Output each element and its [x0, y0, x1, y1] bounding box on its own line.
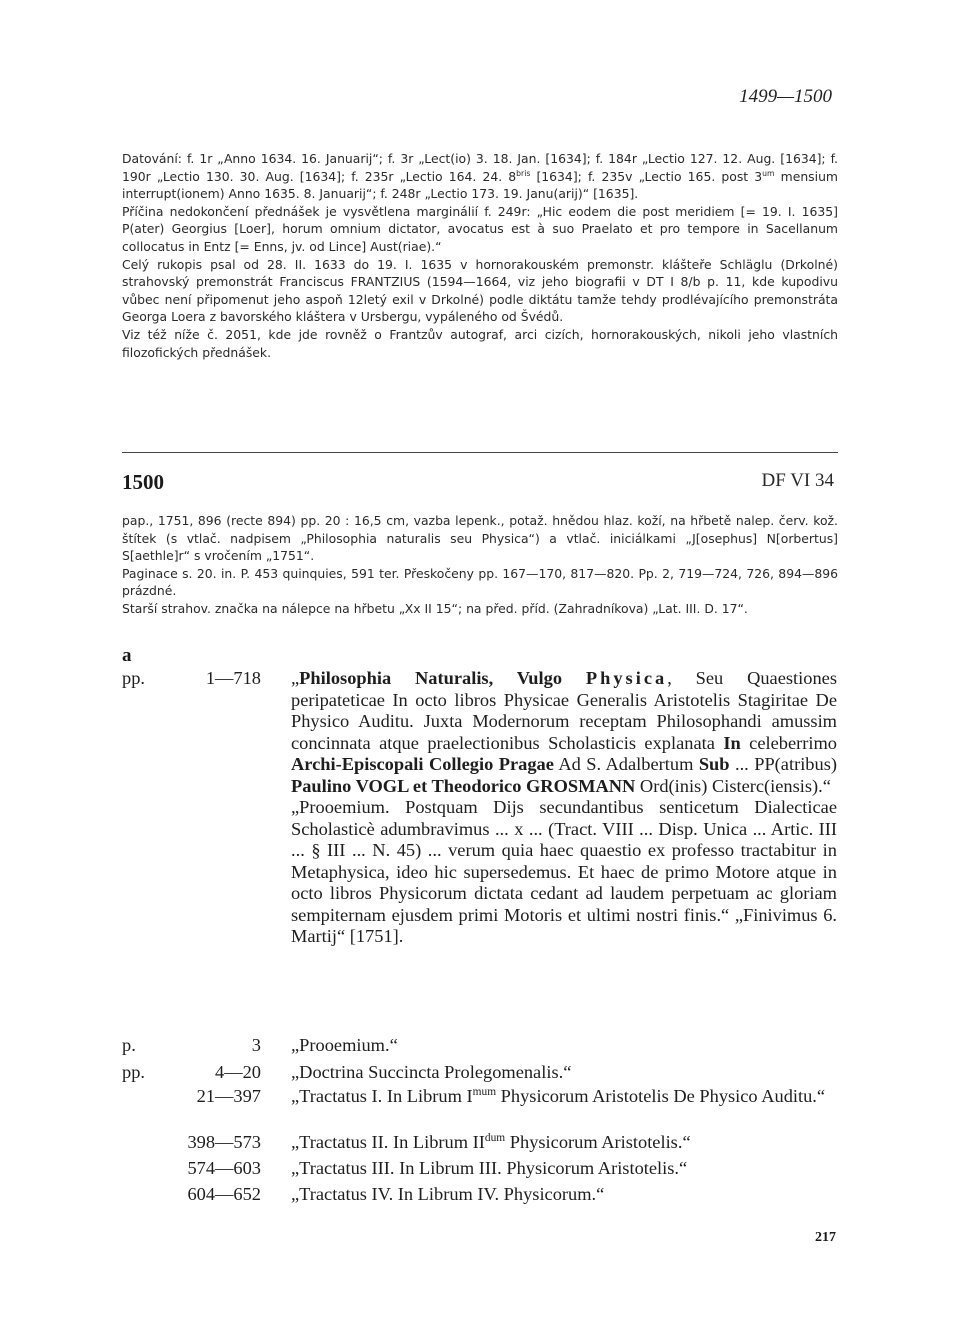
- page-range: 604—652: [187, 1184, 261, 1204]
- page-range: 3: [251, 1035, 261, 1055]
- page-range: 574—603: [187, 1158, 261, 1178]
- page-number: 217: [815, 1230, 836, 1245]
- contents-title: „Prooemium.“: [291, 1035, 398, 1055]
- physical-description: pap., 1751, 896 (recte 894) pp. 20 : 16,5 cm, vazba lepenk., potaž. hnědou hlaz. koží, na hřbetě nalep. červ. kož. štítek (s vtlač. nadpisem „Philosophia naturalis seu Physica“) a vtlač. iniciálkami „J[osephus] N[orbertus] S[aethle]r“ s vročením „1751“.: [122, 513, 838, 564]
- cause-paragraph: Příčina nedokončení přednášek je vysvětlena marginálií f. 249r: „Hic eodem die post meridiem [= 19. I. 1635] P(ater) Georgius [Loer], horum omnium dictator, avocatus est à suo Praelato et pro tempore in Sacellanum collocatus in Entz [= Enns, jv. od Lince] Aust(riae).“: [122, 203, 838, 254]
- section-divider: [122, 452, 838, 453]
- contents-title: „Tractatus II. In Librum $II^{dum}$ Physicorum Aristotelis.“: [291, 1131, 691, 1152]
- page-range: 4—20: [215, 1062, 261, 1082]
- entry-description: [122, 512, 838, 618]
- prev-entry-notes: [122, 150, 838, 361]
- shelfmark: DF VI 34: [761, 470, 834, 491]
- page-range: 1—718: [205, 668, 261, 688]
- contents-title: „Tractatus III. In Librum III. Physicorum Aristotelis.“: [291, 1158, 688, 1178]
- title-paragraph: „Philosophia Naturalis, Vulgo Physica, Seu Quaestiones peripateticae In octo libros Physicae Generalis Aristotelis Stagiritae De Physico Auditu. Juxta Modernorum receptam Philosophandi amussim concinnata atque praelectionibus Scholasticis explanata In celeberrimo Archi-Episcopali Collegio Pragae Ad S. Adalbertum Sub ... PP(atribus) Paulino VOGL et Theodorico GROSMANN Ord(inis) Cisterc(iensis).“: [291, 668, 837, 796]
- incipit-explicit-paragraph: „Prooemium. Postquam Dijs secundantibus senticetum Dialecticae Scholasticè adumbravimus ... x ... (Tract. VIII ... Disp. Unica ... Artic. III ... § III ... N. 45) ... verum quia haec quaestio ex professo tractabitur in Metaphysica, ideo hic supersedemus. Et haec de primo Motore atque in octo libros Physicorum dictata cedant ad laudem perpetuam ac gloriam sempiternam ejusdem primi Motoris et ultimi nostri finis.“ „Finivimus 6. Martij“ [1751].: [291, 797, 837, 946]
- contents-title: „Doctrina Succincta Prolegomenalis.“: [291, 1062, 572, 1082]
- pp-label: p.: [122, 1035, 136, 1055]
- running-head: 1499—1500: [739, 86, 832, 107]
- main-title-text: [291, 668, 837, 948]
- entry-number: 1500: [122, 470, 164, 494]
- see-also-paragraph: Viz též níže č. 2051, kde jde rovněž o Frantzův autograf, arci cizích, hornorakouských, nikoli jeho vlastních filozofických přednášek.: [122, 326, 838, 360]
- contents-title: „Tractatus I. In Librum $I^{mum}$ Physicorum Aristotelis De Physico Auditu.“: [291, 1085, 826, 1106]
- scribe-paragraph: Celý rukopis psal od 28. II. 1633 do 19. I. 1635 v hornorakouském premonstr. klášteře Schläglu (Drkolné) strahovský premonstrát Franciscus FRANTZIUS (1594—1664, viz jeho biografii v DT I 8/b p. 11, kde kupodivu vůbec není připomenut jeho aspoň 12letý exil v Drkolné) podle diktátu tamže tehdy prodlévajícího premonstráta Georga Loera z bavorského kláštera v Ursbergu, vypáleného od Švédů.: [122, 256, 838, 325]
- pp-label: pp.: [122, 1062, 145, 1082]
- page-range: 21—397: [196, 1086, 261, 1106]
- dating-paragraph: Datování: f. 1r „Anno 1634. 16. Januarij“; f. 3r „Lect(io) 3. 18. Jan. [1634]; f. 184r „Lectio 127. 12. Aug. [1634]; f. 190r „Lectio 130. 30. Aug. [1634]; f. 235r „Lectio 164. 24. $8^{bris}$ [1634]; f. 235v „Lectio 165. post $3^{um}$ mensium interrupt(ionem) Anno 1635. 8. Januarij“; f. 248r „Lectio 173. 19. Janu(arij)“ [1635].: [122, 151, 838, 202]
- old-signature-note: Starší strahov. značka na nálepce na hřbetu „Xx II 15“; na před. příd. (Zahradníkova) „Lat. III. D. 17“.: [122, 600, 748, 616]
- pagination-note: Paginace s. 20. in. P. 453 quinquies, 591 ter. Přeskočeny pp. 167—170, 817—820. Pp. 2, 719—724, 726, 894—896 prázdné.: [122, 565, 838, 599]
- pp-label: pp.: [122, 668, 145, 688]
- section-letter: a: [122, 645, 132, 666]
- page-range: 398—573: [187, 1132, 261, 1152]
- contents-title: „Tractatus IV. In Librum IV. Physicorum.“: [291, 1184, 605, 1204]
